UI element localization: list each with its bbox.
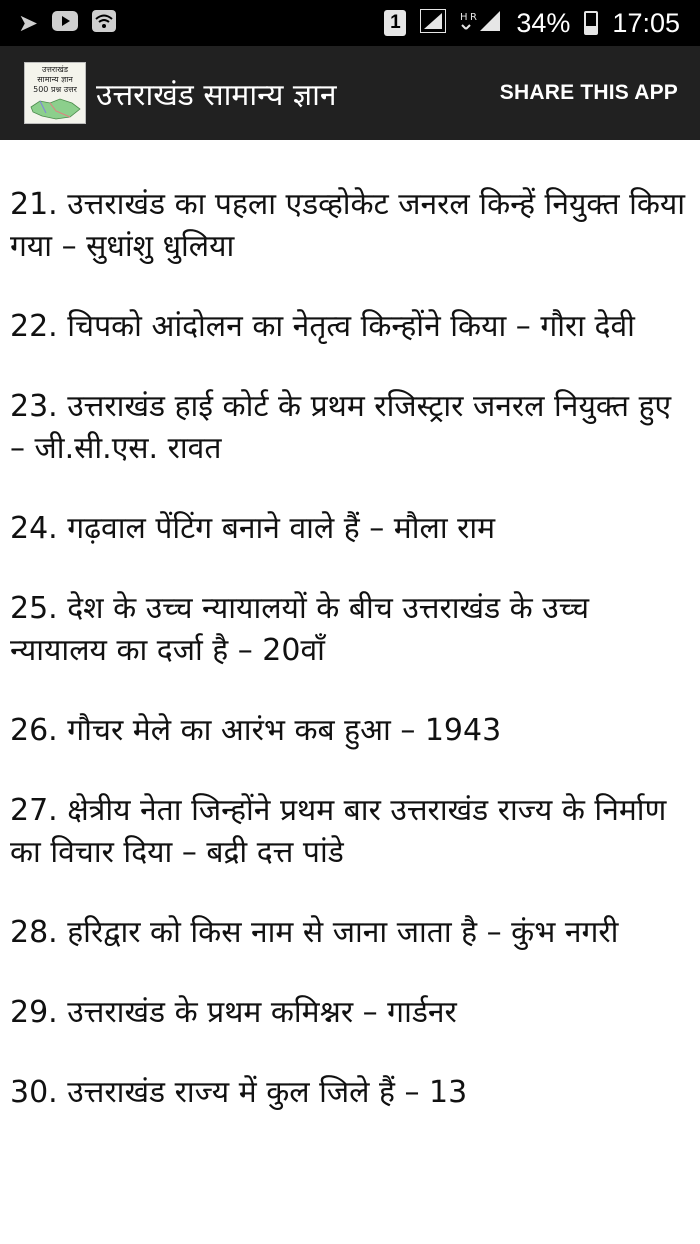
app-title: उत्तराखंड सामान्य ज्ञान (96, 77, 337, 113)
navigation-icon: ➤ (18, 9, 39, 37)
question-item: 29. उत्तराखंड के प्रथम कमिश्नर – गार्डनर (10, 995, 457, 1030)
question-item: 24. गढ़वाल पेंटिंग बनाने वाले हैं – मौला राम (10, 511, 496, 546)
question-item: 23. उत्तराखंड हाई कोर्ट के प्रथम रजिस्ट्रार जनरल नियुक्त हुए – जी.सी.एस. रावत (10, 389, 672, 466)
logo-line-3: 500 प्रश्न उत्तर (33, 85, 77, 94)
sim-icon: 1 (384, 10, 406, 36)
svg-text:R: R (470, 11, 478, 23)
status-bar (0, 0, 700, 46)
logo-line-2: सामान्य ज्ञान (37, 75, 73, 84)
question-item: 28. हरिद्वार को किस नाम से जाना जाता है – कुंभ नगरी (10, 915, 619, 950)
question-item: 25. देश के उच्च न्यायालयों के बीच उत्तराखंड के उच्च न्यायालय का दर्जा है – 20वाँ (10, 591, 590, 668)
question-item: 26. गौचर मेले का आरंभ कब हुआ – 1943 (10, 713, 502, 748)
wifi-icon (92, 10, 116, 36)
clock: 17:05 (612, 7, 680, 38)
battery-percent: 34% (516, 7, 571, 38)
map-icon (28, 97, 82, 121)
question-item: 22. चिपको आंदोलन का नेतृत्व किन्होंने किया – गौरा देवी (10, 309, 635, 344)
app-bar (0, 46, 700, 140)
logo-line-1: उत्तराखंड (41, 65, 69, 74)
question-item: 30. उत्तराखंड राज्य में कुल जिले हैं – 13 (10, 1075, 468, 1110)
signal-icon (420, 9, 446, 38)
mobile-data-icon (460, 9, 502, 38)
battery-icon (584, 11, 598, 35)
svg-text:H: H (460, 11, 468, 23)
app-logo (24, 62, 86, 124)
question-item: 27. क्षेत्रीय नेता जिन्होंने प्रथम बार उत्तराखंड राज्य के निर्माण का विचार दिया – बद्री दत्त पांडे (10, 793, 667, 870)
question-item: 21. उत्तराखंड का पहला एडव्होकेट जनरल किन्हें नियुक्त किया गया – सुधांशु धुलिया (10, 187, 686, 264)
question-list (0, 140, 700, 1152)
youtube-icon (52, 11, 78, 35)
share-app-button[interactable]: SHARE THIS APP (499, 81, 678, 104)
